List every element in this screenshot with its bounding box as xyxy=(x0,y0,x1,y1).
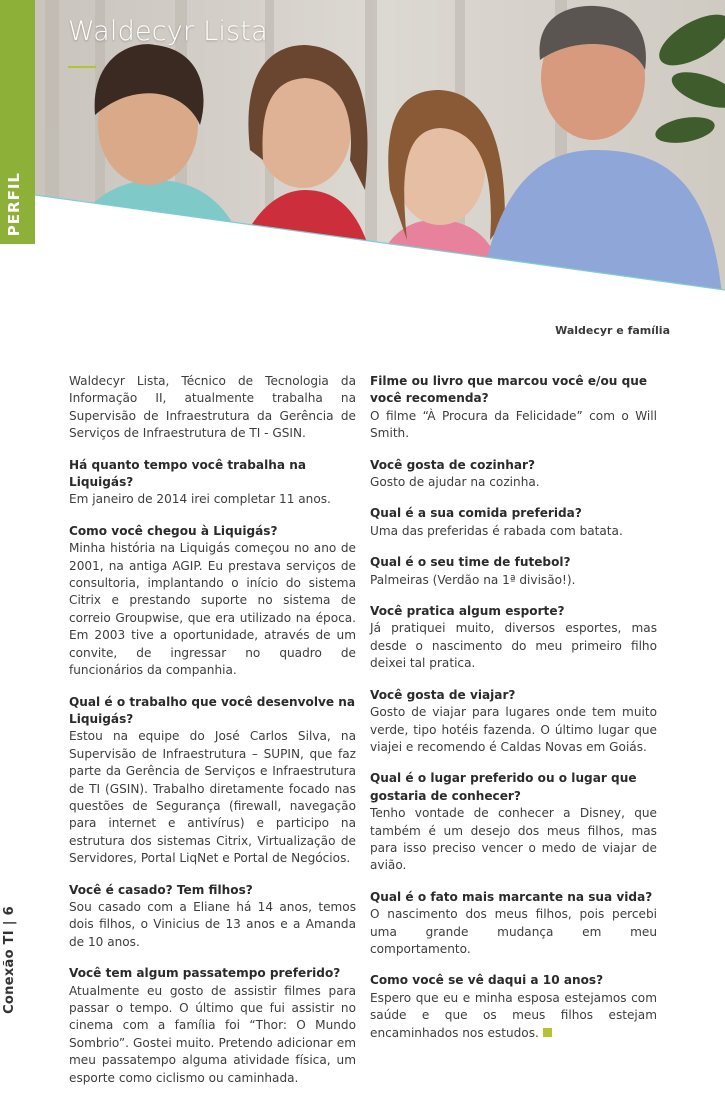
answer: Palmeiras (Verdão na 1ª divisão!). xyxy=(370,572,576,587)
question: Qual é o lugar preferido ou o lugar que gostaria de conhecer? xyxy=(370,771,637,803)
question: Como você chegou à Liquigás? xyxy=(69,523,278,538)
question: Qual é o seu time de futebol? xyxy=(370,555,571,570)
qa-item xyxy=(370,687,657,757)
question: Você pratica algum esporte? xyxy=(370,604,565,619)
answer: Em janeiro de 2014 irei completar 11 anos. xyxy=(69,492,331,507)
question: Filme ou livro que marcou você e/ou que você recomenda? xyxy=(370,374,648,406)
answer xyxy=(370,990,657,1042)
answer-text: Espero que eu e minha esposa estejamos com saúde e que os meus filhos estejam encaminhados nos estudos. xyxy=(370,990,657,1040)
answer: Estou na equipe do José Carlos Silva, na Supervisão de Infraestrutura – SUPIN, que faz parte da Gerência de Serviços e Infraestrutura de TI (GSIN). Trabalho diretamente focado nas questões de Segurança (firewall, navegação para internet e antivírus) e participo na estrutura dos sistemas Citrix, Virtualização de Servidores, Portal LiqNet e Portal de Negócios. xyxy=(69,729,356,866)
answer: Já pratiquei muito, diversos esportes, mas desde o nascimento do meu primeiro filho deixei tal pratica. xyxy=(370,621,657,671)
qa-item xyxy=(370,889,657,959)
family-photo xyxy=(35,0,725,360)
answer: Atualmente eu gosto de assistir filmes para passar o tempo. O último que fui assistir no cinema com a família foi “Thor: O Mundo Sombrio”. Gostei muito. Pretendo adicionar em meu passatempo alguma atividade física, um esporte como ciclismo ou caminhada. xyxy=(69,983,356,1085)
answer: Sou casado com a Eliane há 14 anos, temos dois filhos, o Vinicius de 13 anos e a Amanda de 10 anos. xyxy=(69,899,356,949)
question: Qual é a sua comida preferida? xyxy=(370,506,582,521)
title-underline xyxy=(68,66,96,68)
right-column xyxy=(370,373,657,1056)
qa-item xyxy=(370,972,657,1042)
section-tab xyxy=(0,0,35,244)
end-of-article-mark xyxy=(543,1028,552,1037)
question: Há quanto tempo você trabalha na Liquigás? xyxy=(69,457,306,490)
intro-paragraph: Waldecyr Lista, Técnico de Tecnologia da Informação II, atualmente trabalha na Supervisão de Infraestrutura da Gerência de Serviços de Infraestrutura de TI - GSIN. xyxy=(69,374,356,441)
qa-item xyxy=(370,554,657,589)
qa-item xyxy=(370,505,657,540)
answer: O filme “À Procura da Felicidade” com o Will Smith. xyxy=(370,408,657,441)
qa-item xyxy=(69,882,356,952)
question: Você tem algum passatempo preferido? xyxy=(69,966,341,981)
qa-item xyxy=(370,603,657,673)
left-column xyxy=(69,373,356,1101)
answer: Gosto de ajudar na cozinha. xyxy=(370,475,540,490)
question: Você é casado? Tem filhos? xyxy=(69,882,253,897)
qa-item xyxy=(69,457,356,509)
qa-item xyxy=(69,694,356,868)
qa-item xyxy=(370,770,657,874)
question: Você gosta de viajar? xyxy=(370,687,516,702)
qa-item xyxy=(370,373,657,443)
answer: Uma das preferidas é rabada com batata. xyxy=(370,523,623,538)
answer: Minha história na Liquigás começou no ano de 2001, na antiga AGIP. Eu prestava serviços de consultoria, implantando o início do sistema Citrix e prestando suporte no sistema de correio Groupwise, que era utilizado na época. Em 2003 tive a oportunidade, através de um convite, de ingressar no quadro de funcionários da companhia. xyxy=(69,541,356,678)
qa-item xyxy=(69,523,356,680)
answer: O nascimento dos meus filhos, pois percebi uma grande mudança em meu comportamento. xyxy=(370,907,657,956)
answer: Gosto de viajar para lugares onde tem muito verde, tipo hotéis fazenda. O último lugar que viajei e recomendo é Caldas Novas em Goiás. xyxy=(370,705,657,754)
section-label: PERFIL xyxy=(5,171,23,236)
question: Qual é o trabalho que você desenvolve na Liquigás? xyxy=(69,694,356,726)
photo-caption: Waldecyr e família xyxy=(555,324,670,337)
question: Qual é o fato mais marcante na sua vida? xyxy=(370,889,653,904)
qa-item xyxy=(69,965,356,1087)
qa-item xyxy=(370,457,657,492)
page-folio: Conexão TI | 6 xyxy=(2,906,17,1014)
question: Você gosta de cozinhar? xyxy=(370,457,535,472)
page-title: Waldecyr Lista xyxy=(68,16,268,47)
answer: Tenho vontade de conhecer a Disney, que também é um desejo dos meus filhos, mas para isso preciso vencer o medo de viajar de avião. xyxy=(370,806,657,873)
question: Como você se vê daqui a 10 anos? xyxy=(370,973,604,988)
